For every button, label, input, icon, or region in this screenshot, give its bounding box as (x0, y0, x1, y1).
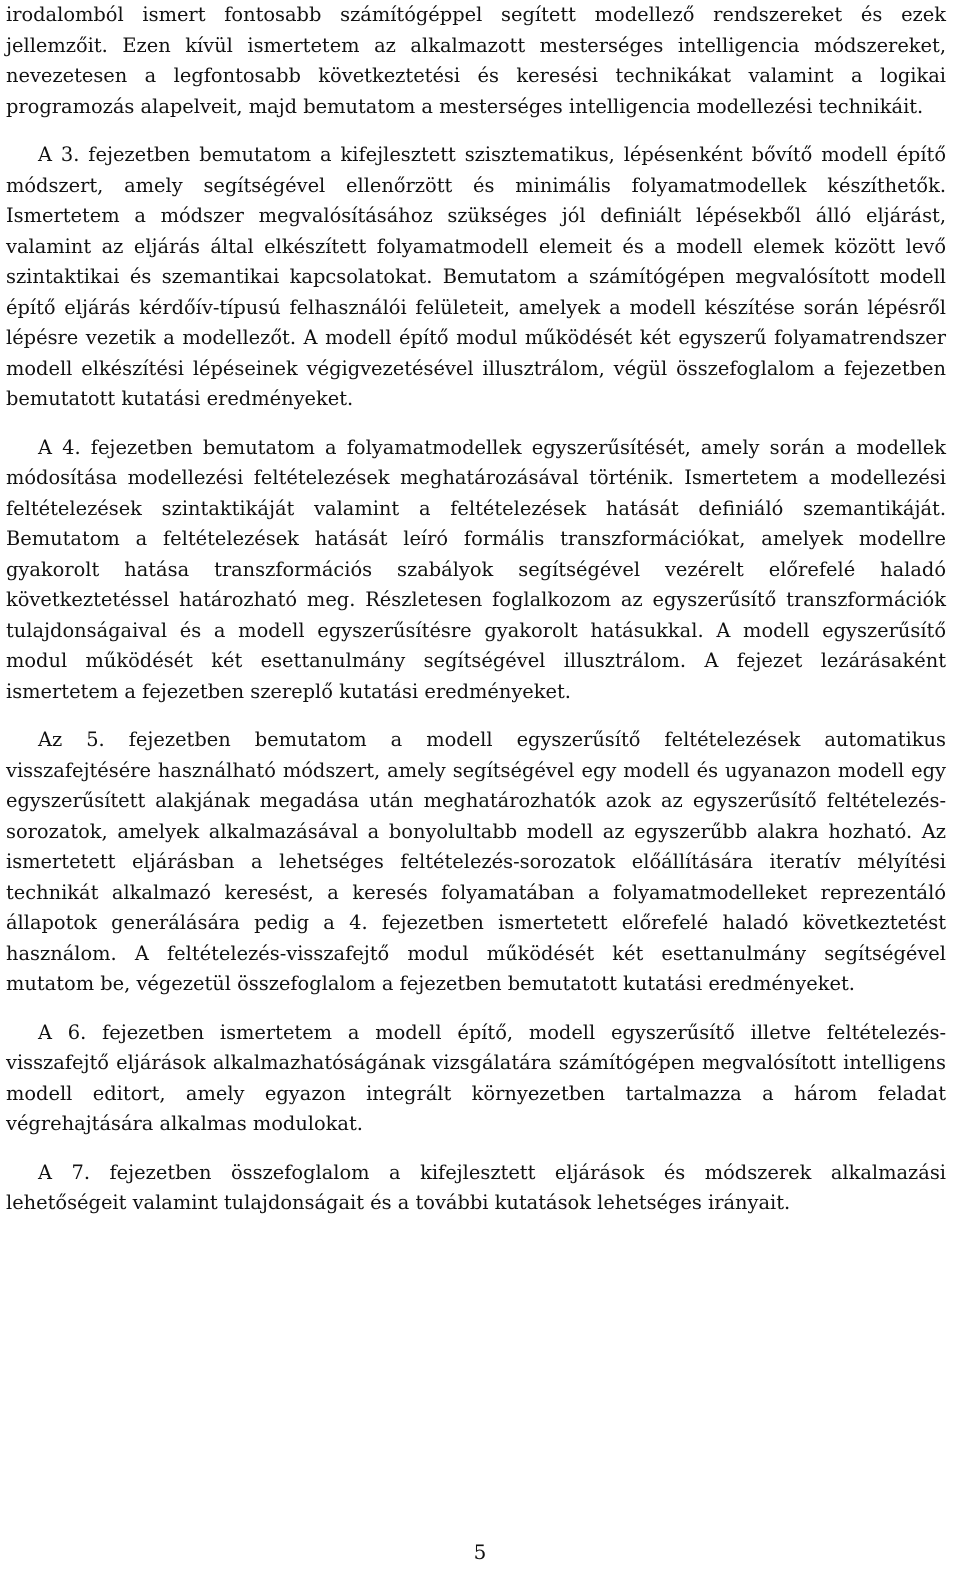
paragraph-chapter-6: A 6. fejezetben ismertetem a modell építő, modell egyszerűsítő illetve feltételezés-visszafejtő eljárások alkalmazhatóságának vizsgálatára számítógépen megvalósított intelligens modell editort, amely egyazon integrált környezetben tartalmazza a három feladat végrehajtására alkalmas modulokat. (6, 1020, 946, 1135)
paragraph-chapter-7: A 7. fejezetben összefoglalom a kifejlesztett eljárások és módszerek alkalmazási lehetőségeit valamint tulajdonságait és a további kutatások lehetséges irányait. (6, 1160, 946, 1214)
paragraph-chapter-5: Az 5. fejezetben bemutatom a modell egyszerűsítő feltételezések automatikus visszafejtésére használható módszert, amely segítségével egy modell és ugyanazon modell egy egyszerűsített alakjának megadása után meghatározhatók azok az egyszerűsítő feltételezés-sorozatok, amelyek alkalmazásával a bonyolultabb modell az egyszerűbb alakra hozható. Az ismertetett eljárásban a lehetséges feltételezés-sorozatok előállítására iteratív mélyítési technikát alkalmazó keresést, a keresés folyamatában a folyamatmodelleket reprezentáló állapotok generálására pedig a 4. fejezetben ismertetett előrefelé haladó következtetést használom. A feltételezés-visszafejtő modul működését két esettanulmány segítségével mutatom be, végezetül összefoglalom a fejezetben bemutatott kutatási eredményeket. (6, 728, 946, 995)
paragraph-chapter-3: A 3. fejezetben bemutatom a kifejlesztett szisztematikus, lépésenként bővítő modell építő módszert, amely segítségével ellenőrzött és minimális folyamatmodellek készíthetők. Ismertetem a módszer megvalósításához szükséges jól definiált lépésekből álló eljárást, valamint az eljárás által elkészített folyamatmodell elemeit és a modell elemek között levő szintaktikai és szemantikai kapcsolatokat. Bemutatom a számítógépen megvalósított modell építő eljárás kérdőív-típusú felhasználói felületeit, amelyek a modell készítése során lépésről lépésre vezetik a modellezőt. A modell építő modul működését két egyszerű folyamatrendszer modell elkészítési lépéseinek végigvezetésével illusztrálom, végül összefoglalom a fejezetben bemutatott kutatási eredményeket. (6, 143, 946, 410)
paragraph-chapter-4: A 4. fejezetben bemutatom a folyamatmodellek egyszerűsítését, amely során a modellek módosítása modellezési feltételezések meghatározásával történik. Ismertetem a modellezési feltételezések szintaktikáját valamint a feltételezések hatását definiáló szemantikáját. Bemutatom a feltételezések hatását leíró formális transzformációkat, amelyek modellre gyakorolt hatása transzformációs szabályok segítségével vezérelt előrefelé haladó következtetéssel határozható meg. Részletesen foglalkozom az egyszerűsítő transzformációk tulajdonságaival és a modell egyszerűsítésre gyakorolt hatásukkal. A modell egyszerűsítő modul működését két esettanulmány segítségével illusztrálom. A fejezet lezárásaként ismertetem a fejezetben szereplő kutatási eredményeket. (6, 435, 946, 703)
document-page (6, 0, 946, 1237)
page-number: 5 (473, 1540, 487, 1564)
paragraph-continuation: irodalomból ismert fontosabb számítógéppel segített modellező rendszereket és ezek jellemzőit. Ezen kívül ismertetem az alkalmazott mesterséges intelligencia módszereket, nevezetesen a legfontosabb következtetési és keresési technikákat valamint a logikai programozás alapelveit, majd bemutatom a mesterséges intelligencia modellezési technikáit. (6, 3, 946, 118)
